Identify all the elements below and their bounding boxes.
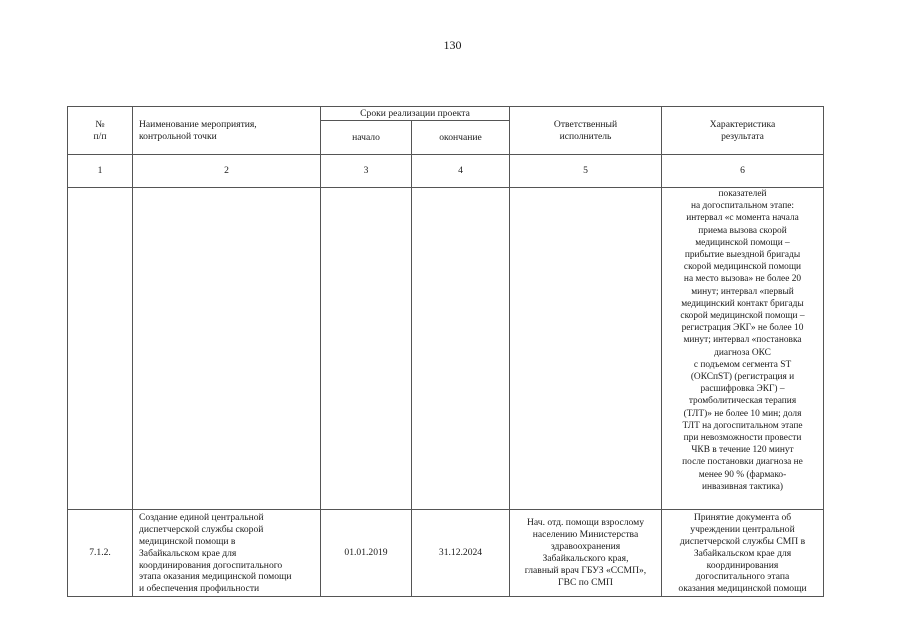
project-schedule-table	[67, 106, 824, 597]
row-number	[68, 188, 133, 510]
column-number: 1	[68, 155, 133, 188]
row-number: 7.1.2.	[68, 510, 133, 597]
row-name	[133, 510, 321, 597]
row-responsible: Нач. отд. помощи взрослому населению Министерства здравоохранения Забайкальского края, главный врач ГБУЗ «ССМП», ГВС по СМП	[510, 510, 662, 597]
row-name	[133, 188, 321, 510]
header-name: Наименование мероприятия, контрольной точки	[133, 107, 321, 155]
header-row-1	[68, 107, 824, 121]
table-row	[68, 510, 824, 597]
row-result	[662, 510, 824, 597]
header-start: начало	[321, 121, 412, 155]
page-number: 130	[443, 38, 462, 52]
table-row	[68, 188, 824, 510]
column-number: 3	[321, 155, 412, 188]
row-name-text: Создание единой центральной диспетчерской службы скорой медицинской помощи в Забайкальском крае для координирования догоспитального этапа оказания медицинской помощи и обеспечения профильности	[139, 512, 292, 595]
header-responsible: Ответственный исполнитель	[510, 107, 662, 155]
row-start: 01.01.2019	[321, 510, 412, 597]
header-number: № п/п	[68, 107, 133, 155]
column-number: 6	[662, 155, 824, 188]
row-end	[412, 188, 510, 510]
column-number: 5	[510, 155, 662, 188]
row-responsible	[510, 188, 662, 510]
header-schedule-group: Сроки реализации проекта	[321, 107, 510, 121]
header-result: Характеристика результата	[662, 107, 824, 155]
row-result-text: Принятие документа об учреждении центральной диспетчерской службы СМП в Забайкальском крае для координирования догоспитального этапа оказания медицинской помощи	[678, 512, 807, 595]
column-number: 4	[412, 155, 510, 188]
row-result: показателей на догоспитальном этапе: интервал «с момента начала приема вызова скорой медицинской помощи – прибытие выездной бригады скорой медицинской помощи на место вызова» не более 20 минут; интервал «первый медицинский контакт бригады скорой медицинской помощи – регистрация ЭКГ» не более 10 минут; интервал «постановка диагноза ОКС с подъемом сегмента ST (ОКСпST) (регистрация и расшифровка ЭКГ) – тромболитическая терапия (ТЛТ)» не более 10 мин; доля ТЛТ на догоспитальном этапе при невозможности провести ЧКВ в течение 120 минут после постановки диагноза не менее 90 % (фармако- инвазивная тактика)	[662, 188, 824, 510]
row-end: 31.12.2024	[412, 510, 510, 597]
column-number: 2	[133, 155, 321, 188]
column-numbers-row	[68, 155, 824, 188]
header-end: окончание	[412, 121, 510, 155]
row-start	[321, 188, 412, 510]
